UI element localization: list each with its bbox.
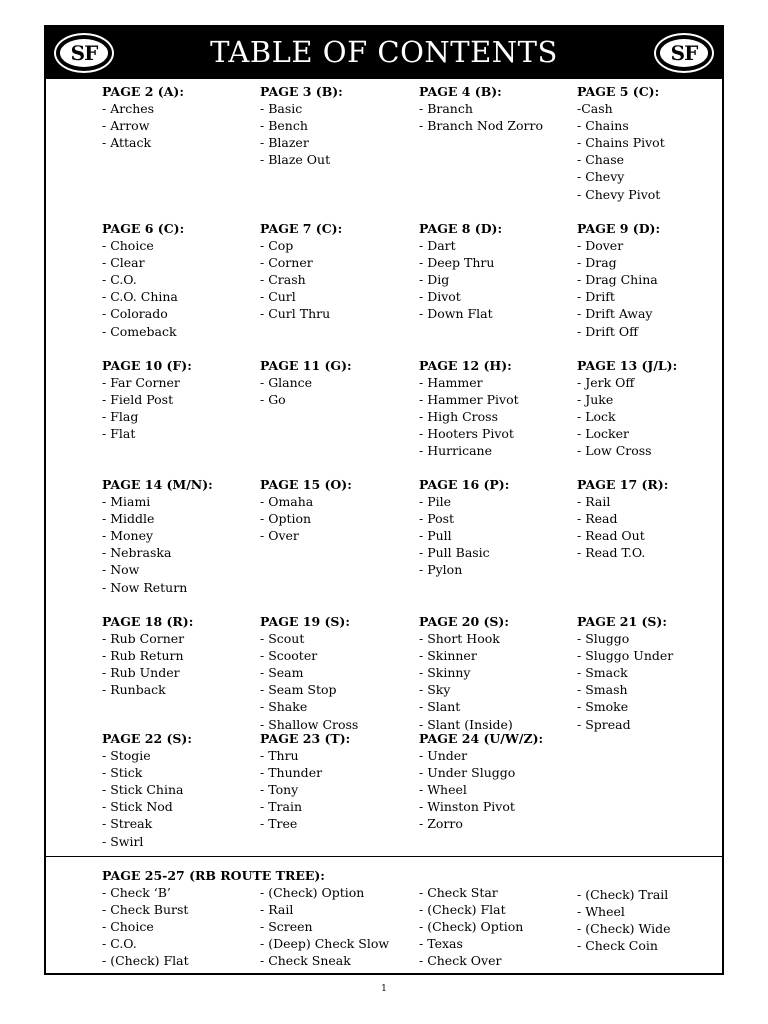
section-heading: PAGE 9 (D): — [577, 221, 661, 236]
route-item: - Drag China — [577, 272, 658, 288]
page-title: TABLE OF CONTENTS — [210, 35, 558, 69]
route-item: - Now — [102, 562, 140, 578]
route-item: - Swirl — [102, 833, 144, 849]
route-item: - Tony — [260, 782, 299, 798]
route-item: - Skinny — [419, 665, 471, 681]
toc-section — [419, 357, 519, 460]
route-item: - Smoke — [577, 699, 629, 715]
route-item: - Rub Under — [102, 665, 180, 681]
route-item: - Over — [260, 528, 299, 544]
toc-section — [260, 476, 352, 544]
route-item: - Hooters Pivot — [419, 426, 514, 442]
route-item: - Check Coin — [577, 938, 658, 954]
route-item: - Drift Off — [577, 323, 638, 339]
route-item: - Stick China — [102, 782, 184, 798]
route-item: - Blaze Out — [260, 152, 331, 168]
toc-section — [102, 613, 193, 698]
route-item: - C.O. — [102, 936, 137, 952]
route-item: - (Check) Flat — [419, 902, 506, 918]
route-item: - Wheel — [577, 904, 625, 920]
section-heading: PAGE 18 (R): — [102, 614, 194, 629]
route-item: - Money — [102, 528, 154, 544]
toc-section — [102, 357, 192, 442]
route-item: - Slant — [419, 699, 461, 715]
route-item: - Chevy Pivot — [577, 186, 661, 202]
route-item: - Scooter — [260, 648, 318, 664]
route-item: - Chevy — [577, 169, 625, 185]
section-heading: PAGE 16 (P): — [419, 477, 510, 492]
route-item: - Check ‘B’ — [102, 885, 171, 900]
section-heading: PAGE 21 (S): — [577, 614, 667, 629]
route-item: - Smack — [577, 665, 628, 681]
route-item: - Go — [260, 392, 286, 408]
route-item: - Comeback — [102, 323, 177, 339]
route-item: - Chains — [577, 118, 629, 134]
route-item: - Check Star — [419, 885, 498, 900]
route-item: - Scout — [260, 631, 305, 647]
route-item: - (Check) Wide — [577, 921, 671, 937]
sf-logo-right-icon: SF — [654, 33, 714, 73]
route-item: - Sky — [419, 682, 451, 698]
route-item: - Train — [260, 799, 303, 815]
route-item: - C.O. China — [102, 289, 178, 305]
route-item: - Arrow — [102, 118, 150, 134]
route-item: - Dart — [419, 238, 456, 254]
rb-route-column — [577, 886, 671, 954]
rb-route-tree-title: PAGE 25-27 (RB ROUTE TREE): — [102, 868, 325, 883]
section-heading: PAGE 11 (G): — [260, 358, 352, 373]
section-heading: PAGE 22 (S): — [102, 731, 192, 746]
route-item: - C.O. — [102, 272, 137, 288]
toc-section — [577, 357, 677, 460]
toc-section — [419, 730, 543, 833]
section-heading: PAGE 3 (B): — [260, 84, 343, 99]
route-item: - Option — [260, 511, 312, 527]
route-item: - Dig — [419, 272, 450, 288]
toc-section — [419, 83, 543, 134]
toc-section — [577, 220, 660, 340]
rb-route-column — [419, 884, 523, 969]
route-item: - Rail — [577, 494, 611, 510]
route-item: - Shake — [260, 699, 308, 715]
route-item: - Check Sneak — [260, 953, 351, 969]
toc-section — [102, 730, 192, 850]
route-item: - Short Hook — [419, 631, 500, 647]
route-item: - Drift — [577, 289, 615, 305]
section-heading: PAGE 19 (S): — [260, 614, 350, 629]
route-item: - Texas — [419, 936, 463, 952]
route-item: - Spread — [577, 716, 631, 732]
route-item: - Smash — [577, 682, 628, 698]
route-item: - Flat — [102, 426, 136, 442]
route-item: - Tree — [260, 816, 298, 832]
route-item: - Screen — [260, 919, 313, 935]
section-heading: PAGE 6 (C): — [102, 221, 185, 236]
route-item: - Chase — [577, 152, 625, 168]
route-item: - Drag — [577, 255, 617, 271]
route-item: - Thunder — [260, 765, 323, 781]
toc-section — [102, 476, 213, 596]
section-heading: PAGE 13 (J/L): — [577, 358, 678, 373]
route-item: - Rail — [260, 902, 294, 918]
route-item: - Crash — [260, 272, 306, 288]
section-heading: PAGE 17 (R): — [577, 477, 669, 492]
route-item: - Blazer — [260, 135, 309, 151]
section-heading: PAGE 10 (F): — [102, 358, 192, 373]
route-item: - Pile — [419, 494, 452, 510]
route-item: - Read T.O. — [577, 545, 646, 561]
route-item: - Shallow Cross — [260, 716, 359, 732]
route-item: - Jerk Off — [577, 375, 635, 391]
route-item: - Dover — [577, 238, 624, 254]
route-item: - Miami — [102, 494, 151, 510]
route-item: - Lock — [577, 409, 616, 425]
route-item: - Runback — [102, 682, 166, 698]
route-item: - Divot — [419, 289, 461, 305]
route-item: - Under Sluggo — [419, 765, 516, 781]
toc-section — [260, 730, 350, 833]
route-item: - Read — [577, 511, 618, 527]
rb-route-column — [102, 884, 189, 969]
route-item: - Seam Stop — [260, 682, 337, 698]
route-item: - High Cross — [419, 409, 499, 425]
route-item: - Cop — [260, 238, 294, 254]
route-item: - Slant (Inside) — [419, 716, 513, 732]
route-item: - Chains Pivot — [577, 135, 665, 151]
route-item: - Curl Thru — [260, 306, 331, 322]
toc-section — [260, 83, 343, 168]
route-item: - Stogie — [102, 748, 151, 764]
section-heading: PAGE 7 (C): — [260, 221, 343, 236]
sf-logo-left-icon: SF — [54, 33, 114, 73]
route-item: - Read Out — [577, 528, 645, 544]
route-item: - Branch Nod Zorro — [419, 118, 544, 134]
page-number: 1 — [381, 984, 387, 994]
route-item: - Nebraska — [102, 545, 172, 561]
section-heading: PAGE 15 (O): — [260, 477, 352, 492]
route-item: - Hurricane — [419, 443, 492, 459]
route-item: - Glance — [260, 375, 313, 391]
route-item: - Down Flat — [419, 306, 493, 322]
route-item: - Check Over — [419, 953, 502, 969]
route-item: - Stick Nod — [102, 799, 173, 815]
section-heading: PAGE 8 (D): — [419, 221, 503, 236]
route-item: -Cash — [577, 101, 613, 117]
route-item: - Drift Away — [577, 306, 653, 322]
section-heading: PAGE 14 (M/N): — [102, 477, 213, 492]
route-item: - Pylon — [419, 562, 463, 578]
route-item: - Pull — [419, 528, 452, 544]
route-item: - Far Corner — [102, 375, 180, 391]
section-heading: PAGE 23 (T): — [260, 731, 351, 746]
route-item: - Bench — [260, 118, 308, 134]
toc-section — [260, 613, 358, 733]
route-item: - Check Burst — [102, 902, 189, 918]
route-item: - Seam — [260, 665, 304, 681]
route-item: - Post — [419, 511, 455, 527]
route-item: - Middle — [102, 511, 155, 527]
route-item: - (Check) Trail — [577, 887, 669, 902]
route-item: - Omaha — [260, 494, 314, 510]
route-item: - Wheel — [419, 782, 467, 798]
route-item: - (Check) Option — [260, 885, 365, 900]
route-item: - Pull Basic — [419, 545, 490, 561]
toc-section — [577, 476, 668, 561]
route-item: - Rub Return — [102, 648, 184, 664]
section-divider — [46, 856, 722, 857]
section-heading: PAGE 5 (C): — [577, 84, 660, 99]
route-item: - (Check) Option — [419, 919, 524, 935]
section-heading: PAGE 2 (A): — [102, 84, 184, 99]
route-item: - Colorado — [102, 306, 168, 322]
route-item: - Zorro — [419, 816, 463, 832]
route-item: - Stick — [102, 765, 143, 781]
route-item: - Under — [419, 748, 468, 764]
route-item: - Clear — [102, 255, 145, 271]
toc-section — [260, 357, 352, 408]
route-item: - Flag — [102, 409, 139, 425]
route-item: - Choice — [102, 919, 154, 935]
route-item: - Sluggo — [577, 631, 630, 647]
toc-section — [260, 220, 342, 323]
route-item: - Streak — [102, 816, 153, 832]
toc-section — [102, 220, 184, 340]
route-item: - Field Post — [102, 392, 174, 408]
route-item: - Locker — [577, 426, 629, 442]
header-bar — [46, 27, 722, 79]
route-item: - Now Return — [102, 579, 188, 595]
route-item: - Rub Corner — [102, 631, 185, 647]
route-item: - Arches — [102, 101, 155, 117]
route-item: - (Check) Flat — [102, 953, 189, 969]
toc-section — [577, 83, 665, 203]
toc-section — [419, 220, 502, 323]
route-item: - Corner — [260, 255, 313, 271]
route-item: - Attack — [102, 135, 152, 151]
route-item: - Sluggo Under — [577, 648, 674, 664]
route-item: - Juke — [577, 392, 614, 408]
route-item: - Curl — [260, 289, 296, 305]
route-item: - Choice — [102, 238, 154, 254]
route-item: - Hammer Pivot — [419, 392, 519, 408]
toc-section — [102, 83, 184, 151]
route-item: - Hammer — [419, 375, 483, 391]
route-item: - Thru — [260, 748, 299, 764]
rb-route-column — [260, 884, 389, 969]
toc-section — [577, 613, 673, 733]
document-frame — [44, 25, 724, 975]
route-item: - Deep Thru — [419, 255, 495, 271]
section-heading: PAGE 20 (S): — [419, 614, 509, 629]
section-heading: PAGE 4 (B): — [419, 84, 502, 99]
route-item: - Skinner — [419, 648, 477, 664]
route-item: - Low Cross — [577, 443, 652, 459]
section-heading: PAGE 24 (U/W/Z): — [419, 731, 544, 746]
toc-section — [419, 613, 513, 733]
route-item: - Winston Pivot — [419, 799, 515, 815]
route-item: - Branch — [419, 101, 473, 117]
route-item: - (Deep) Check Slow — [260, 936, 390, 952]
route-item: - Basic — [260, 101, 303, 117]
section-heading: PAGE 12 (H): — [419, 358, 512, 373]
toc-section — [419, 476, 509, 579]
